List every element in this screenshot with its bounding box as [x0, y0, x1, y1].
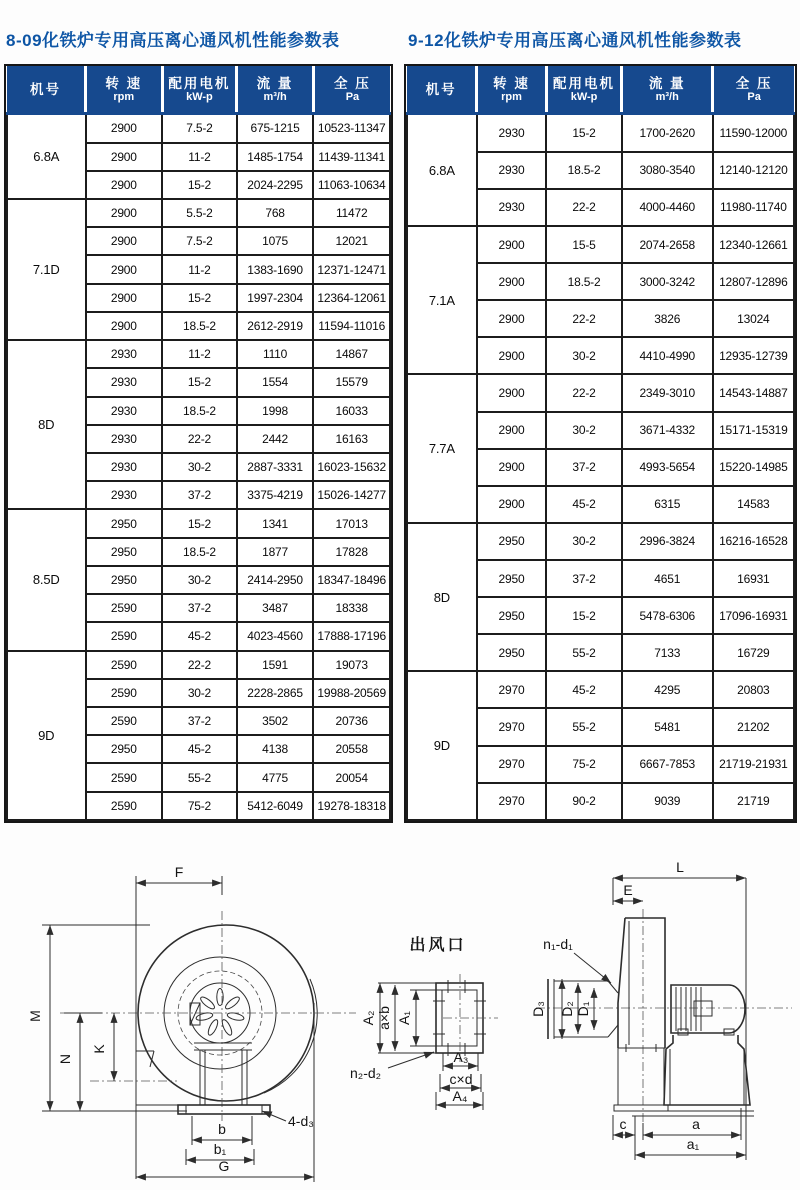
- value-cell: 2900: [86, 199, 163, 227]
- value-cell: 2349-3010: [622, 374, 713, 411]
- value-cell: 11439-11341: [313, 143, 390, 171]
- value-cell: 1383-1690: [237, 255, 314, 283]
- value-cell: 15-2: [162, 171, 237, 199]
- value-cell: 20803: [713, 671, 794, 708]
- value-cell: 3671-4332: [622, 412, 713, 449]
- col-header-speed: 转 速 rpm: [477, 66, 547, 114]
- value-cell: 3080-3540: [622, 152, 713, 189]
- value-cell: 2900: [86, 312, 163, 340]
- value-cell: 55-2: [546, 708, 621, 745]
- value-cell: 30-2: [162, 679, 237, 707]
- value-cell: 22-2: [546, 374, 621, 411]
- value-cell: 15-5: [546, 226, 621, 263]
- value-cell: 3502: [237, 707, 314, 735]
- value-cell: 12340-12661: [713, 226, 794, 263]
- model-cell: 7.1D: [7, 199, 86, 340]
- dim-label-L: L: [676, 859, 684, 875]
- value-cell: 15-2: [162, 509, 237, 537]
- performance-table-9-12: [406, 66, 795, 821]
- impeller-blades: [195, 989, 244, 1037]
- value-cell: 4295: [622, 671, 713, 708]
- value-cell: 2900: [86, 284, 163, 312]
- fan-front-view-drawing: [2, 853, 364, 1190]
- value-cell: 768: [237, 199, 314, 227]
- value-cell: 5478-6306: [622, 597, 713, 634]
- value-cell: 75-2: [546, 746, 621, 783]
- value-cell: 30-2: [162, 566, 237, 594]
- value-cell: 3375-4219: [237, 481, 314, 509]
- value-cell: 15171-15319: [713, 412, 794, 449]
- value-cell: 2228-2865: [237, 679, 314, 707]
- value-cell: 2950: [477, 634, 547, 671]
- value-cell: 19988-20569: [313, 679, 390, 707]
- value-cell: 30-2: [546, 523, 621, 560]
- value-cell: 2950: [477, 597, 547, 634]
- value-cell: 2590: [86, 594, 163, 622]
- table-row: [7, 114, 390, 143]
- value-cell: 4993-5654: [622, 449, 713, 486]
- value-cell: 2900: [477, 337, 547, 374]
- value-cell: 15-2: [162, 368, 237, 396]
- value-cell: 30-2: [546, 337, 621, 374]
- dim-label-D2: D₂: [559, 1001, 575, 1017]
- dim-label-A3: A₃: [453, 1049, 469, 1065]
- value-cell: 7133: [622, 634, 713, 671]
- value-cell: 15220-14985: [713, 449, 794, 486]
- value-cell: 14543-14887: [713, 374, 794, 411]
- value-cell: 11472: [313, 199, 390, 227]
- value-cell: 37-2: [162, 481, 237, 509]
- value-cell: 18.5-2: [162, 312, 237, 340]
- value-cell: 2900: [477, 374, 547, 411]
- value-cell: 2900: [477, 300, 547, 337]
- value-cell: 18.5-2: [546, 152, 621, 189]
- value-cell: 14867: [313, 340, 390, 368]
- motor-fins: [676, 987, 701, 1031]
- table-row: [7, 340, 390, 368]
- value-cell: 17888-17196: [313, 622, 390, 650]
- value-cell: 20558: [313, 735, 390, 763]
- value-cell: 2930: [477, 189, 547, 226]
- col-header-speed: 转 速 rpm: [86, 66, 163, 114]
- dim-label-a1: a₁: [686, 1136, 700, 1152]
- value-cell: 11-2: [162, 143, 237, 171]
- value-cell: 12807-12896: [713, 263, 794, 300]
- value-cell: 2970: [477, 783, 547, 820]
- right-performance-table: [404, 64, 797, 823]
- value-cell: 5412-6049: [237, 792, 314, 820]
- value-cell: 2612-2919: [237, 312, 314, 340]
- outlet-title: 出风口: [409, 937, 467, 954]
- dim-label-a: a: [692, 1116, 700, 1132]
- value-cell: 2950: [477, 560, 547, 597]
- value-cell: 4410-4990: [622, 337, 713, 374]
- value-cell: 5481: [622, 708, 713, 745]
- value-cell: 30-2: [162, 453, 237, 481]
- dim-label-A4: A₄: [452, 1088, 468, 1104]
- model-cell: 7.7A: [407, 374, 477, 522]
- value-cell: 20054: [313, 763, 390, 791]
- value-cell: 16163: [313, 425, 390, 453]
- value-cell: 1700-2620: [622, 114, 713, 152]
- dim-label-N: N: [57, 1053, 73, 1065]
- value-cell: 2024-2295: [237, 171, 314, 199]
- value-cell: 22-2: [162, 425, 237, 453]
- value-cell: 19278-18318: [313, 792, 390, 820]
- value-cell: 2900: [477, 449, 547, 486]
- model-cell: 9D: [407, 671, 477, 820]
- model-cell: 8D: [407, 523, 477, 671]
- value-cell: 2590: [86, 651, 163, 679]
- value-cell: 9039: [622, 783, 713, 820]
- value-cell: 2930: [477, 152, 547, 189]
- table-row: [7, 651, 390, 679]
- value-cell: 12935-12739: [713, 337, 794, 374]
- value-cell: 17096-16931: [713, 597, 794, 634]
- value-cell: 2442: [237, 425, 314, 453]
- value-cell: 37-2: [546, 560, 621, 597]
- value-cell: 10523-11347: [313, 114, 390, 143]
- value-cell: 2900: [86, 171, 163, 199]
- col-header-motor: 配用电机 kW-p: [546, 66, 621, 114]
- value-cell: 15-2: [546, 114, 621, 152]
- value-cell: 2590: [86, 679, 163, 707]
- dim-label-cxd: c×d: [449, 1071, 473, 1087]
- value-cell: 2590: [86, 792, 163, 820]
- value-cell: 30-2: [546, 412, 621, 449]
- value-cell: 2590: [86, 707, 163, 735]
- value-cell: 37-2: [546, 449, 621, 486]
- value-cell: 2930: [86, 481, 163, 509]
- value-cell: 37-2: [162, 594, 237, 622]
- value-cell: 37-2: [162, 707, 237, 735]
- value-cell: 2900: [477, 412, 547, 449]
- value-cell: 15-2: [546, 597, 621, 634]
- value-cell: 75-2: [162, 792, 237, 820]
- value-cell: 1110: [237, 340, 314, 368]
- dim-label-b: b: [218, 1121, 226, 1137]
- value-cell: 45-2: [162, 735, 237, 763]
- value-cell: 45-2: [546, 671, 621, 708]
- value-cell: 2900: [86, 114, 163, 143]
- value-cell: 6667-7853: [622, 746, 713, 783]
- value-cell: 11980-11740: [713, 189, 794, 226]
- table-row: [407, 114, 794, 152]
- performance-table-8-09: [6, 66, 391, 821]
- value-cell: 45-2: [162, 622, 237, 650]
- dim-label-M: M: [27, 1010, 43, 1022]
- model-cell: 7.1A: [407, 226, 477, 374]
- table-row: [407, 374, 794, 411]
- dim-label-K: K: [91, 1044, 107, 1054]
- value-cell: 6315: [622, 486, 713, 523]
- value-cell: 2900: [477, 226, 547, 263]
- value-cell: 2970: [477, 746, 547, 783]
- value-cell: 2950: [86, 566, 163, 594]
- fan-side-view-drawing: [528, 853, 800, 1190]
- value-cell: 22-2: [546, 189, 621, 226]
- value-cell: 7.5-2: [162, 114, 237, 143]
- value-cell: 2900: [86, 143, 163, 171]
- left-performance-table: [4, 64, 393, 823]
- value-cell: 1554: [237, 368, 314, 396]
- value-cell: 1075: [237, 227, 314, 255]
- dim-label-c: c: [619, 1116, 627, 1132]
- value-cell: 1877: [237, 538, 314, 566]
- dim-label-A2: A₂: [360, 1010, 376, 1026]
- col-header-model: 机号: [7, 66, 86, 114]
- value-cell: 16931: [713, 560, 794, 597]
- value-cell: 16216-16528: [713, 523, 794, 560]
- value-cell: 1341: [237, 509, 314, 537]
- value-cell: 2950: [86, 509, 163, 537]
- col-header-flow: 流 量 m³/h: [622, 66, 713, 114]
- dim-label-G: G: [218, 1158, 230, 1174]
- col-header-pressure: 全 压 Pa: [713, 66, 794, 114]
- value-cell: 18338: [313, 594, 390, 622]
- value-cell: 675-1215: [237, 114, 314, 143]
- value-cell: 2900: [477, 486, 547, 523]
- dim-label-F: F: [174, 864, 184, 880]
- value-cell: 1997-2304: [237, 284, 314, 312]
- value-cell: 2887-3331: [237, 453, 314, 481]
- table-row: [407, 226, 794, 263]
- value-cell: 2900: [477, 263, 547, 300]
- value-cell: 19073: [313, 651, 390, 679]
- value-cell: 2970: [477, 708, 547, 745]
- table-row: [407, 671, 794, 708]
- value-cell: 21719: [713, 783, 794, 820]
- value-cell: 11590-12000: [713, 114, 794, 152]
- dim-label-E: E: [623, 882, 633, 898]
- value-cell: 2950: [86, 735, 163, 763]
- value-cell: 90-2: [546, 783, 621, 820]
- value-cell: 4651: [622, 560, 713, 597]
- value-cell: 11594-11016: [313, 312, 390, 340]
- col-header-model: 机号: [407, 66, 477, 114]
- value-cell: 2900: [86, 255, 163, 283]
- value-cell: 2950: [477, 523, 547, 560]
- value-cell: 4775: [237, 763, 314, 791]
- value-cell: 18.5-2: [162, 538, 237, 566]
- model-cell: 8D: [7, 340, 86, 509]
- value-cell: 15-2: [162, 284, 237, 312]
- value-cell: 2590: [86, 763, 163, 791]
- outlet-port-drawing: [348, 916, 535, 1190]
- value-cell: 16033: [313, 397, 390, 425]
- header-row: [7, 66, 390, 114]
- value-cell: 2970: [477, 671, 547, 708]
- left-table-title: 8-09化铁炉专用高压离心通风机性能参数表: [6, 31, 340, 50]
- value-cell: 55-2: [546, 634, 621, 671]
- table-row: [7, 199, 390, 227]
- value-cell: 18.5-2: [162, 397, 237, 425]
- value-cell: 20736: [313, 707, 390, 735]
- value-cell: 1998: [237, 397, 314, 425]
- value-cell: 2930: [477, 114, 547, 152]
- value-cell: 2590: [86, 622, 163, 650]
- value-cell: 16023-15632: [313, 453, 390, 481]
- value-cell: 1591: [237, 651, 314, 679]
- value-cell: 2930: [86, 425, 163, 453]
- value-cell: 2074-2658: [622, 226, 713, 263]
- value-cell: 12021: [313, 227, 390, 255]
- value-cell: 12140-12120: [713, 152, 794, 189]
- value-cell: 17828: [313, 538, 390, 566]
- dim-label-n1-d1: n₁-d₁: [543, 936, 573, 952]
- dim-label-b1: b₁: [213, 1141, 227, 1157]
- dim-label-A1: A₁: [396, 1010, 412, 1026]
- value-cell: 2930: [86, 397, 163, 425]
- value-cell: 22-2: [546, 300, 621, 337]
- table-row: [407, 523, 794, 560]
- value-cell: 5.5-2: [162, 199, 237, 227]
- model-cell: 9D: [7, 651, 86, 820]
- value-cell: 11-2: [162, 255, 237, 283]
- value-cell: 21202: [713, 708, 794, 745]
- dim-label-D1: D₁: [575, 1001, 591, 1017]
- value-cell: 2996-3824: [622, 523, 713, 560]
- model-cell: 8.5D: [7, 509, 86, 650]
- value-cell: 2414-2950: [237, 566, 314, 594]
- table-row: [7, 509, 390, 537]
- value-cell: 4023-4560: [237, 622, 314, 650]
- value-cell: 18347-18496: [313, 566, 390, 594]
- value-cell: 45-2: [546, 486, 621, 523]
- value-cell: 17013: [313, 509, 390, 537]
- value-cell: 21719-21931: [713, 746, 794, 783]
- value-cell: 2900: [86, 227, 163, 255]
- value-cell: 11-2: [162, 340, 237, 368]
- dim-label-D3: D₃: [530, 1001, 546, 1017]
- col-header-motor: 配用电机 kW-p: [162, 66, 237, 114]
- value-cell: 2930: [86, 368, 163, 396]
- value-cell: 16729: [713, 634, 794, 671]
- right-table-title: 9-12化铁炉专用高压离心通风机性能参数表: [408, 31, 742, 50]
- value-cell: 7.5-2: [162, 227, 237, 255]
- value-cell: 3000-3242: [622, 263, 713, 300]
- value-cell: 4000-4460: [622, 189, 713, 226]
- col-header-pressure: 全 压 Pa: [313, 66, 390, 114]
- value-cell: 14583: [713, 486, 794, 523]
- value-cell: 3826: [622, 300, 713, 337]
- value-cell: 55-2: [162, 763, 237, 791]
- value-cell: 3487: [237, 594, 314, 622]
- value-cell: 2950: [86, 538, 163, 566]
- model-cell: 6.8A: [7, 114, 86, 200]
- header-row: [407, 66, 794, 114]
- dim-label-n2-d2: n₂-d₂: [350, 1065, 382, 1081]
- dim-label-axb: a×b: [376, 1006, 392, 1030]
- value-cell: 15026-14277: [313, 481, 390, 509]
- model-cell: 6.8A: [407, 114, 477, 227]
- value-cell: 12364-12061: [313, 284, 390, 312]
- col-header-flow: 流 量 m³/h: [237, 66, 314, 114]
- value-cell: 22-2: [162, 651, 237, 679]
- dim-label-4-d3: 4-d₃: [288, 1113, 314, 1129]
- value-cell: 1485-1754: [237, 143, 314, 171]
- value-cell: 11063-10634: [313, 171, 390, 199]
- value-cell: 15579: [313, 368, 390, 396]
- value-cell: 12371-12471: [313, 255, 390, 283]
- value-cell: 2930: [86, 340, 163, 368]
- value-cell: 2930: [86, 453, 163, 481]
- value-cell: 13024: [713, 300, 794, 337]
- value-cell: 18.5-2: [546, 263, 621, 300]
- value-cell: 4138: [237, 735, 314, 763]
